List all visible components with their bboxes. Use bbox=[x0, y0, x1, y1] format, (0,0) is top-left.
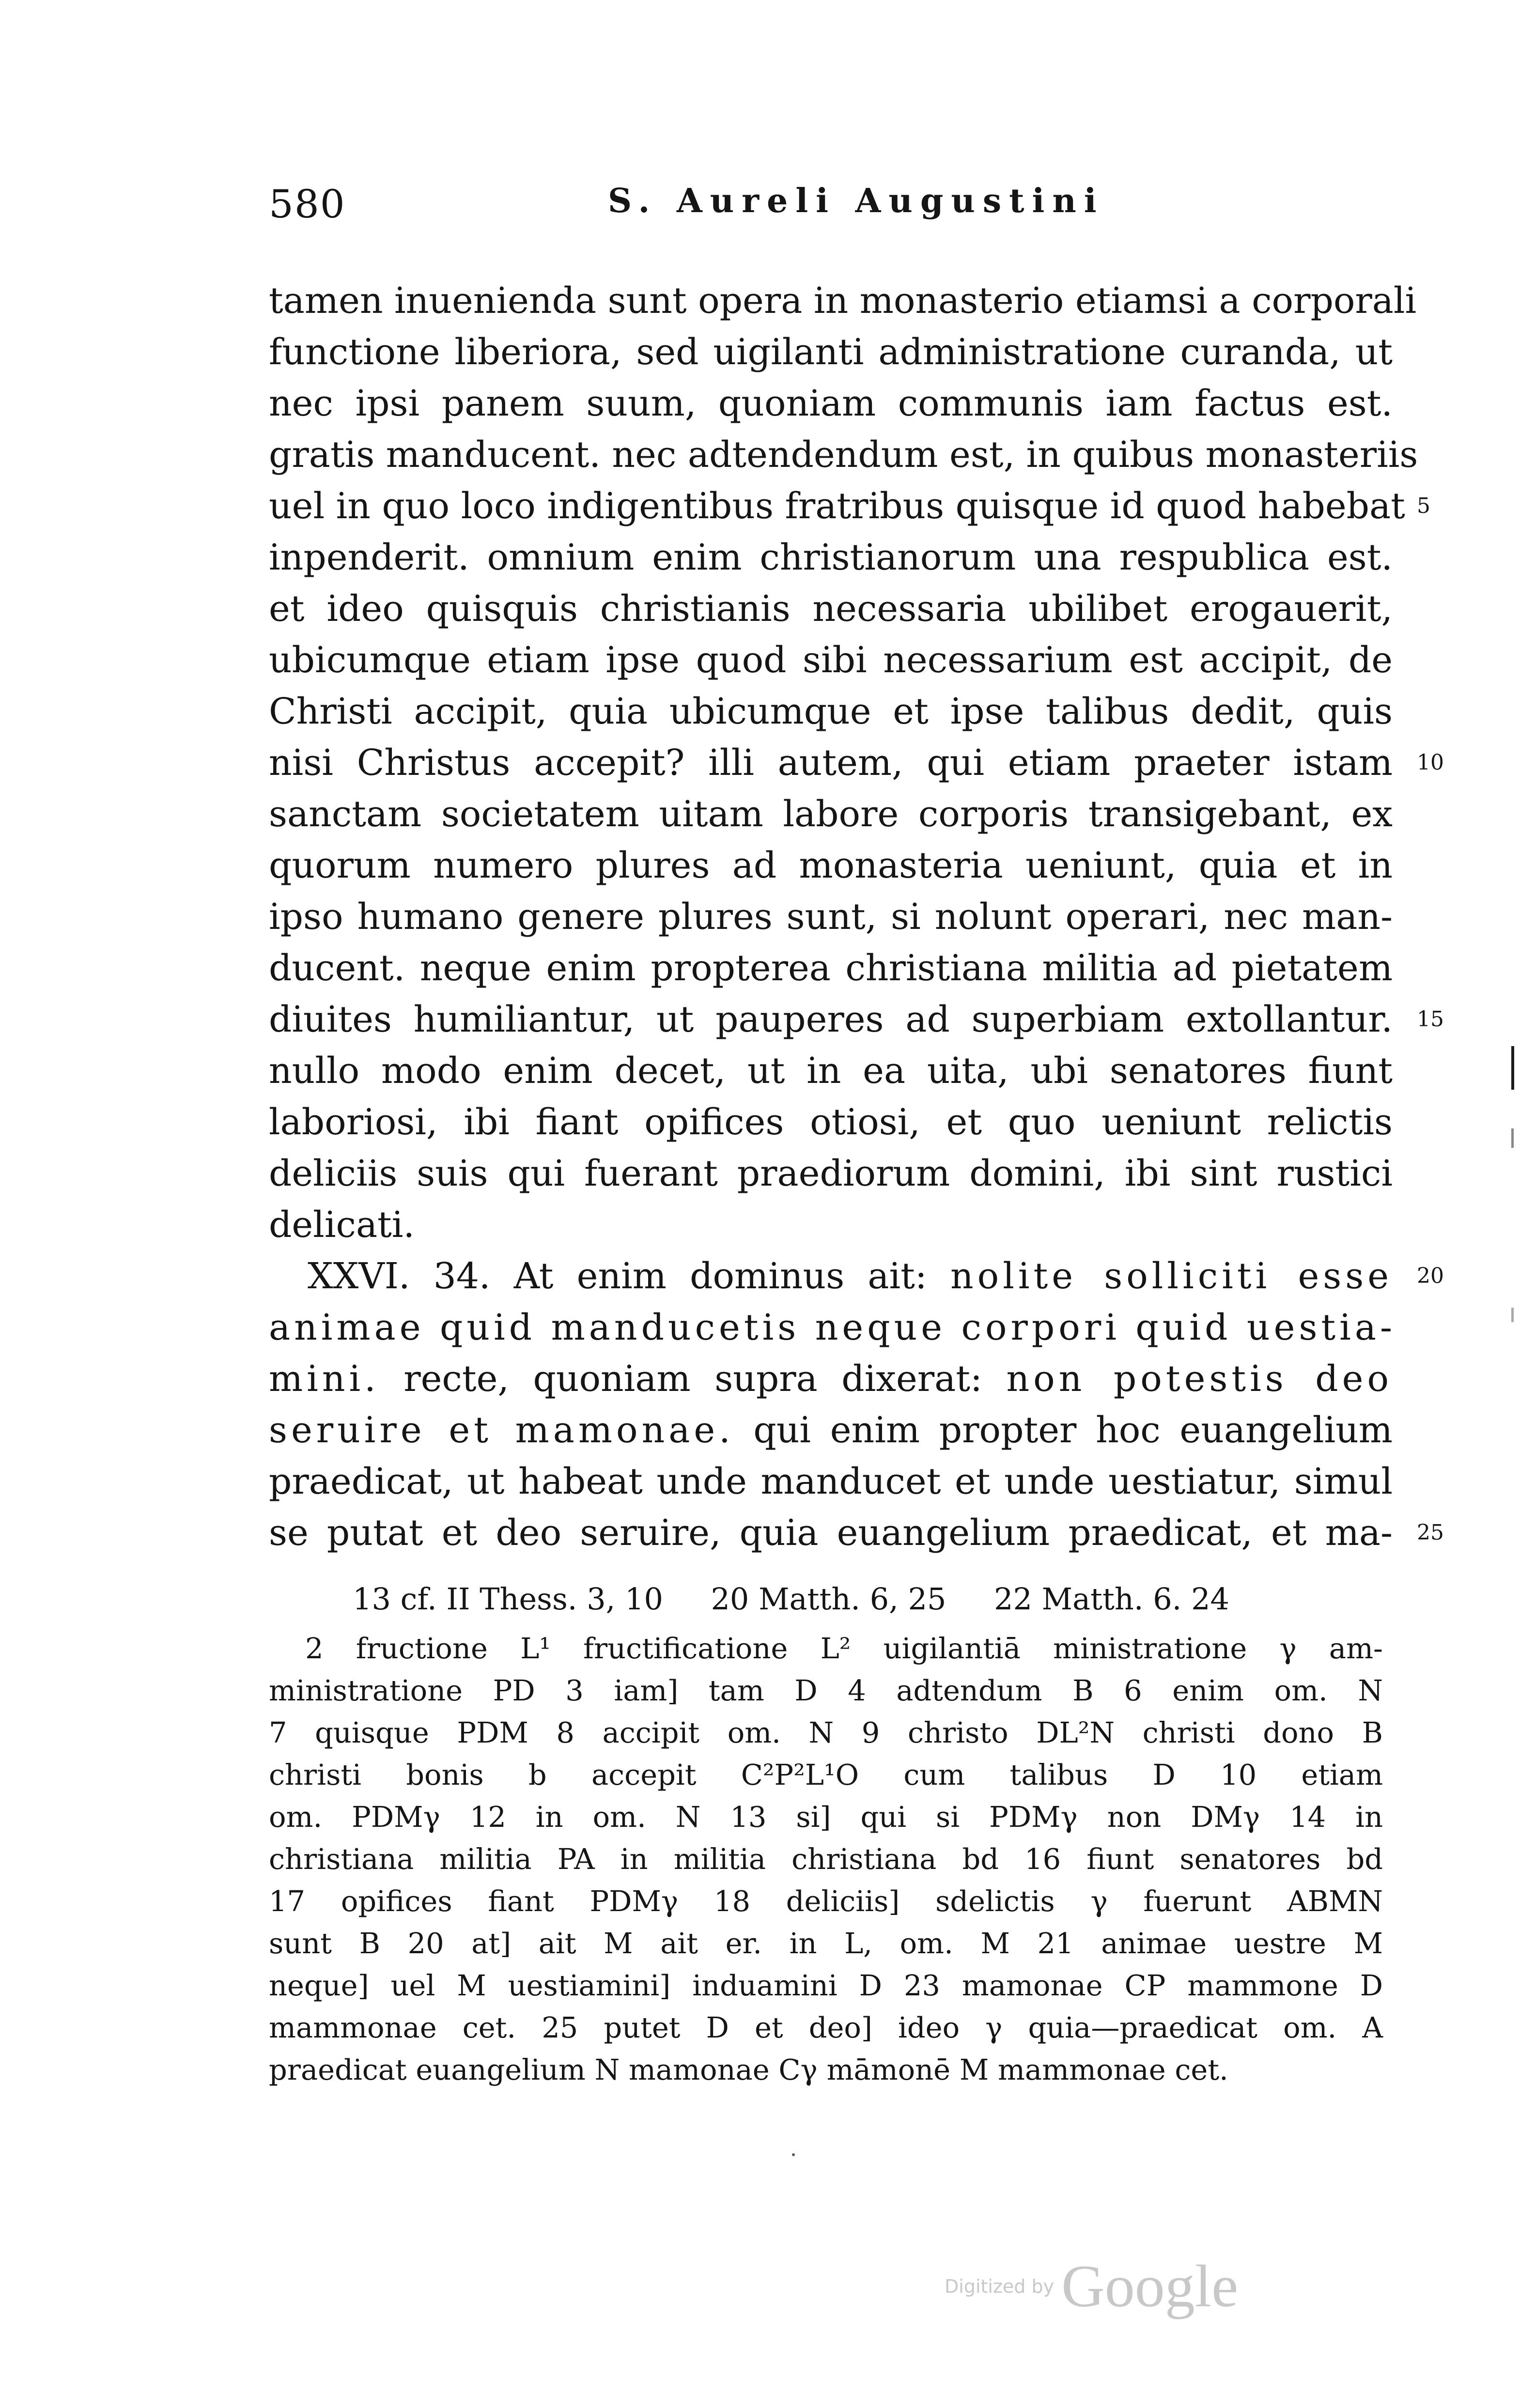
text-line: deliciis suis qui fuerant praediorum domini, ibi sint rustici bbox=[269, 1153, 1393, 1194]
scripture-quote: mini. bbox=[269, 1358, 380, 1400]
running-title: S. Aureli Augustini bbox=[608, 182, 1104, 220]
main-text bbox=[269, 275, 1418, 1559]
digitization-watermark bbox=[945, 2252, 1238, 2320]
text-line: ipso humano genere plures sunt, si nolunt operari, nec man- bbox=[269, 896, 1393, 938]
line-number: 15 bbox=[1417, 1007, 1444, 1032]
critical-apparatus bbox=[269, 1627, 1383, 2091]
page-number: 580 bbox=[269, 182, 346, 227]
text-line: se putat et deo seruire, quia euangelium praedicat, et ma- bbox=[269, 1512, 1393, 1554]
text-line: delicati. bbox=[269, 1204, 415, 1246]
text-line: gratis manducent. nec adtendendum est, in quibus monasteriis bbox=[269, 434, 1418, 476]
text-line: quorum numero plures ad monasteria ueniunt, quia et in bbox=[269, 845, 1393, 886]
text-line: nullo modo enim decet, ut in ea uita, ubi senatores fiunt bbox=[269, 1050, 1393, 1092]
scripture-quote: non potestis deo bbox=[1006, 1358, 1393, 1400]
apparatus-line: ministratione PD 3 iam] tam D 4 adtendum B 6 enim om. N bbox=[269, 1674, 1383, 1707]
apparatus-line: praedicat euangelium N mamonae Cγ māmonē M mammonae cet. bbox=[269, 2053, 1228, 2086]
apparatus-line: christi bonis b accepit C²P²L¹O cum talibus D 10 etiam bbox=[269, 1758, 1383, 1791]
apparatus-line: neque] uel M uestiamini] induamini D 23 mamonae CP mammone D bbox=[269, 1969, 1383, 2002]
scripture-quote: nolite solliciti esse bbox=[950, 1255, 1393, 1297]
text-line bbox=[269, 1250, 1393, 1302]
text-line bbox=[269, 1405, 1393, 1456]
text-line: inpenderit. omnium enim christianorum una respublica est. bbox=[269, 537, 1393, 578]
margin-mark bbox=[1511, 1128, 1514, 1148]
line-number: 20 bbox=[1417, 1264, 1444, 1288]
text-line: praedicat, ut habeat unde manducet et unde uestiatur, simul bbox=[269, 1461, 1393, 1502]
scripture-citations: 13 cf. II Thess. 3, 10 20 Matth. 6, 25 22 Matth. 6. 24 bbox=[353, 1581, 1229, 1617]
text-line: ducent. neque enim propterea christiana militia ad pietatem bbox=[269, 947, 1393, 989]
printer-dot bbox=[792, 2153, 795, 2156]
text-segment: qui enim propter hoc euangelium bbox=[734, 1409, 1393, 1451]
apparatus-line: christiana militia PA in militia christiana bd 16 fiunt senatores bd bbox=[269, 1842, 1383, 1876]
text-line: ubicumque etiam ipse quod sibi necessarium est accipit, de bbox=[269, 639, 1393, 681]
margin-mark bbox=[1511, 1046, 1514, 1090]
text-line: Christi accipit, quia ubicumque et ipse talibus dedit, quis bbox=[269, 691, 1393, 732]
watermark-prefix: Digitized by bbox=[945, 2276, 1055, 2297]
apparatus-line: sunt B 20 at] ait M ait er. in L, om. M 21 animae uestre M bbox=[269, 1927, 1383, 1960]
line-number: 10 bbox=[1417, 750, 1444, 775]
line-number: 25 bbox=[1417, 1520, 1444, 1545]
line-number: 5 bbox=[1417, 494, 1430, 518]
apparatus-line: mammonae cet. 25 putet D et deo] ideo γ quia—praedicat om. A bbox=[269, 2011, 1383, 2044]
text-line: functione liberiora, sed uigilanti administratione curanda, ut bbox=[269, 331, 1393, 373]
apparatus-line: 2 fructione L¹ fructificatione L² uigilantiā ministratione γ am- bbox=[305, 1632, 1383, 1665]
scripture-quote: seruire et mamonae. bbox=[269, 1409, 734, 1451]
text-line: tamen inuenienda sunt opera in monasterio etiamsi a corporali bbox=[269, 280, 1417, 322]
text-line: nisi Christus accepit? illi autem, qui etiam praeter istam bbox=[269, 742, 1393, 784]
apparatus-line: om. PDMγ 12 in om. N 13 si] qui si PDMγ non DMγ 14 in bbox=[269, 1800, 1383, 1834]
page-header bbox=[269, 182, 1383, 240]
margin-mark bbox=[1511, 1308, 1514, 1322]
text-segment: recte, quoniam supra dixerat: bbox=[379, 1358, 1007, 1400]
google-logo: Google bbox=[1061, 2253, 1239, 2319]
text-line: laboriosi, ibi fiant opifices otiosi, et quo ueniunt relictis bbox=[269, 1101, 1393, 1143]
text-line: sanctam societatem uitam labore corporis transigebant, ex bbox=[269, 793, 1393, 835]
text-line: diuites humiliantur, ut pauperes ad superbiam extollantur. bbox=[269, 999, 1393, 1040]
text-line: et ideo quisquis christianis necessaria ubilibet erogauerit, bbox=[269, 588, 1393, 630]
text-segment: XXVI. 34. At enim dominus ait: bbox=[308, 1255, 950, 1297]
apparatus-line: 17 opifices fiant PDMγ 18 deliciis] sdelictis γ fuerunt ABMN bbox=[269, 1884, 1383, 1918]
text-line bbox=[269, 1353, 1393, 1405]
scripture-quote: animae quid manducetis neque corpori quid uestia- bbox=[269, 1307, 1396, 1348]
apparatus-line: 7 quisque PDM 8 accipit om. N 9 christo DL²N christi dono B bbox=[269, 1716, 1383, 1749]
text-line: nec ipsi panem suum, quoniam communis iam factus est. bbox=[269, 383, 1393, 424]
text-line: uel in quo loco indigentibus fratribus quisque id quod habebat bbox=[269, 485, 1405, 527]
